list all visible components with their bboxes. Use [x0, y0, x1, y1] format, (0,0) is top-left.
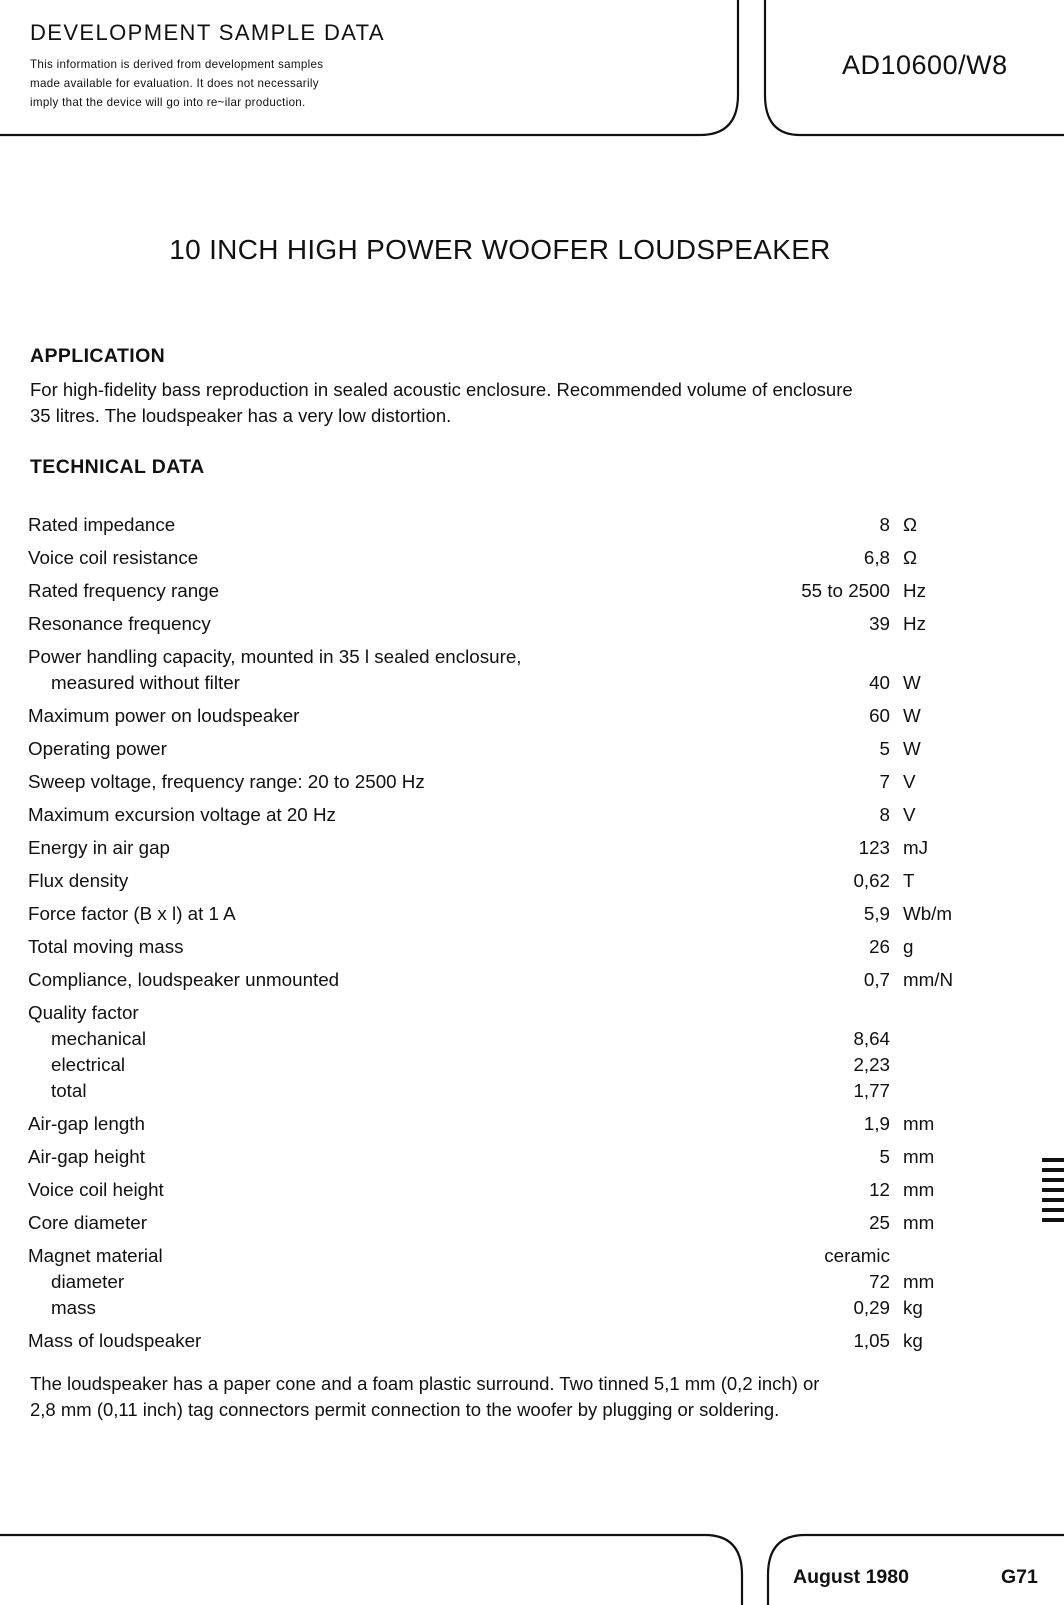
spec-label: Quality factor [28, 1002, 139, 1023]
spec-label: Operating power [28, 738, 167, 759]
footer-page-number: G71 [1001, 1566, 1038, 1588]
spec-label: Mass of loudspeaker [28, 1330, 202, 1351]
header-disclaimer [30, 55, 430, 112]
header-title: DEVELOPMENT SAMPLE DATA [30, 20, 385, 45]
spec-row [28, 1328, 1008, 1354]
spec-unit: T [903, 870, 915, 891]
spec-unit: W [903, 672, 921, 693]
spec-unit: mJ [903, 837, 929, 858]
spec-value: 40 [869, 672, 890, 693]
spec-label: Sweep voltage, frequency range: 20 to 2500 Hz [28, 771, 425, 792]
spec-row [28, 1052, 1008, 1078]
spec-unit: mm [903, 1146, 935, 1167]
spec-unit: mm [903, 1271, 935, 1292]
spec-row [28, 1144, 1008, 1170]
spec-value: 25 [869, 1212, 890, 1233]
spec-unit: mm/N [903, 969, 954, 990]
spec-value: 8 [879, 804, 890, 825]
application-line: 35 litres. The loudspeaker has a very low distortion. [30, 405, 452, 426]
spec-unit: W [903, 738, 921, 759]
spec-unit: Hz [903, 613, 926, 634]
spec-label: measured without filter [51, 672, 240, 693]
spec-row [28, 967, 1008, 993]
spec-row [28, 545, 1008, 571]
spec-row [28, 934, 1008, 960]
spec-unit: W [903, 705, 921, 726]
spec-value: 2,23 [853, 1054, 890, 1075]
application-text [30, 377, 990, 429]
spec-row [28, 1243, 1008, 1269]
spec-label: Core diameter [28, 1212, 147, 1233]
spec-value: 8 [879, 514, 890, 535]
spec-label: Voice coil resistance [28, 547, 199, 568]
spec-value: 55 to 2500 [801, 580, 890, 601]
spec-label: Power handling capacity, mounted in 35 l sealed enclosure, [28, 646, 522, 667]
spec-unit: mm [903, 1113, 935, 1134]
spec-label: total [51, 1080, 87, 1101]
spec-value: 1,77 [853, 1080, 890, 1101]
spec-unit: g [903, 936, 914, 957]
spec-unit: mm [903, 1179, 935, 1200]
closing-text [30, 1371, 990, 1423]
spec-value: 39 [869, 613, 890, 634]
spec-value: 1,05 [853, 1330, 890, 1351]
spec-unit: Wb/m [903, 903, 953, 924]
spec-unit: Ω [903, 547, 918, 568]
closing-line: The loudspeaker has a paper cone and a foam plastic surround. Two tinned 5,1 mm (0,2 inch) or [30, 1373, 820, 1394]
spec-label: Maximum excursion voltage at 20 Hz [28, 804, 336, 825]
part-number: AD10600/W8 [842, 50, 1008, 80]
spec-value: 26 [869, 936, 890, 957]
spec-label: Total moving mass [28, 936, 184, 957]
spec-row [28, 868, 1008, 894]
spec-label: electrical [51, 1054, 126, 1075]
spec-unit: V [903, 804, 916, 825]
spec-row [28, 901, 1008, 927]
spec-label: Compliance, loudspeaker unmounted [28, 969, 340, 990]
spec-row [28, 1111, 1008, 1137]
spec-row [28, 835, 1008, 861]
spec-row [28, 1078, 1008, 1104]
footer-date: August 1980 [793, 1566, 909, 1588]
spec-label: diameter [51, 1271, 125, 1292]
spec-label: Rated frequency range [28, 580, 220, 601]
spec-row [28, 644, 1008, 696]
closing-line: 2,8 mm (0,11 inch) tag connectors permit connection to the woofer by plugging or soldering. [30, 1399, 780, 1420]
spec-label: mechanical [51, 1028, 146, 1049]
spec-row [28, 611, 1008, 637]
spec-value: 0,29 [853, 1297, 890, 1318]
spec-row [28, 703, 1008, 729]
spec-label: Maximum power on loudspeaker [28, 705, 300, 726]
spec-value: 8,64 [853, 1028, 890, 1049]
spec-label: Flux density [28, 870, 129, 891]
spec-row [28, 578, 1008, 604]
spec-row [28, 1269, 1008, 1295]
spec-value: 12 [869, 1179, 890, 1200]
footer-left-border [0, 1535, 742, 1605]
spec-unit: mm [903, 1212, 935, 1233]
spec-label: Energy in air gap [28, 837, 170, 858]
spec-row [28, 769, 1008, 795]
header-disclaimer-line: This information is derived from development samples [30, 58, 324, 71]
spec-value: 1,9 [863, 1113, 890, 1134]
technical-data-heading: TECHNICAL DATA [30, 456, 205, 478]
spec-value: 0,7 [863, 969, 890, 990]
spec-row [28, 1210, 1008, 1236]
edge-index-marks [1042, 1158, 1064, 1228]
spec-label: Air-gap length [28, 1113, 145, 1134]
technical-data-table [28, 512, 1008, 1354]
spec-unit: kg [903, 1297, 923, 1318]
spec-value: ceramic [824, 1245, 890, 1266]
spec-row [28, 1295, 1008, 1321]
spec-value: 5 [879, 1146, 890, 1167]
spec-unit: Hz [903, 580, 926, 601]
spec-unit: Ω [903, 514, 918, 535]
spec-label: Resonance frequency [28, 613, 211, 634]
spec-label: Voice coil height [28, 1179, 164, 1200]
spec-row [28, 1177, 1008, 1203]
spec-label: Rated impedance [28, 514, 176, 535]
spec-value: 123 [858, 837, 890, 858]
spec-label: Magnet material [28, 1245, 163, 1266]
spec-label: Force factor (B x l) at 1 A [28, 903, 236, 924]
spec-row [28, 1000, 1008, 1026]
spec-row [28, 802, 1008, 828]
spec-value: 0,62 [853, 870, 890, 891]
spec-label: mass [51, 1297, 96, 1318]
spec-value: 72 [869, 1271, 890, 1292]
application-heading: APPLICATION [30, 345, 166, 367]
spec-value: 5 [879, 738, 890, 759]
spec-label: Air-gap height [28, 1146, 145, 1167]
spec-row [28, 1026, 1008, 1052]
page-title: 10 INCH HIGH POWER WOOFER LOUDSPEAKER [169, 234, 831, 265]
spec-row [28, 512, 1008, 538]
header-disclaimer-line: made available for evaluation. It does not necessarily [30, 77, 319, 90]
spec-value: 6,8 [863, 547, 890, 568]
spec-value: 60 [869, 705, 890, 726]
spec-row [28, 736, 1008, 762]
header-disclaimer-line: imply that the device will go into re~ilar production. [30, 96, 306, 109]
application-line: For high-fidelity bass reproduction in sealed acoustic enclosure. Recommended volume of enclosure [30, 379, 853, 400]
spec-unit: kg [903, 1330, 923, 1351]
spec-unit: V [903, 771, 916, 792]
spec-value: 7 [879, 771, 890, 792]
spec-value: 5,9 [863, 903, 890, 924]
